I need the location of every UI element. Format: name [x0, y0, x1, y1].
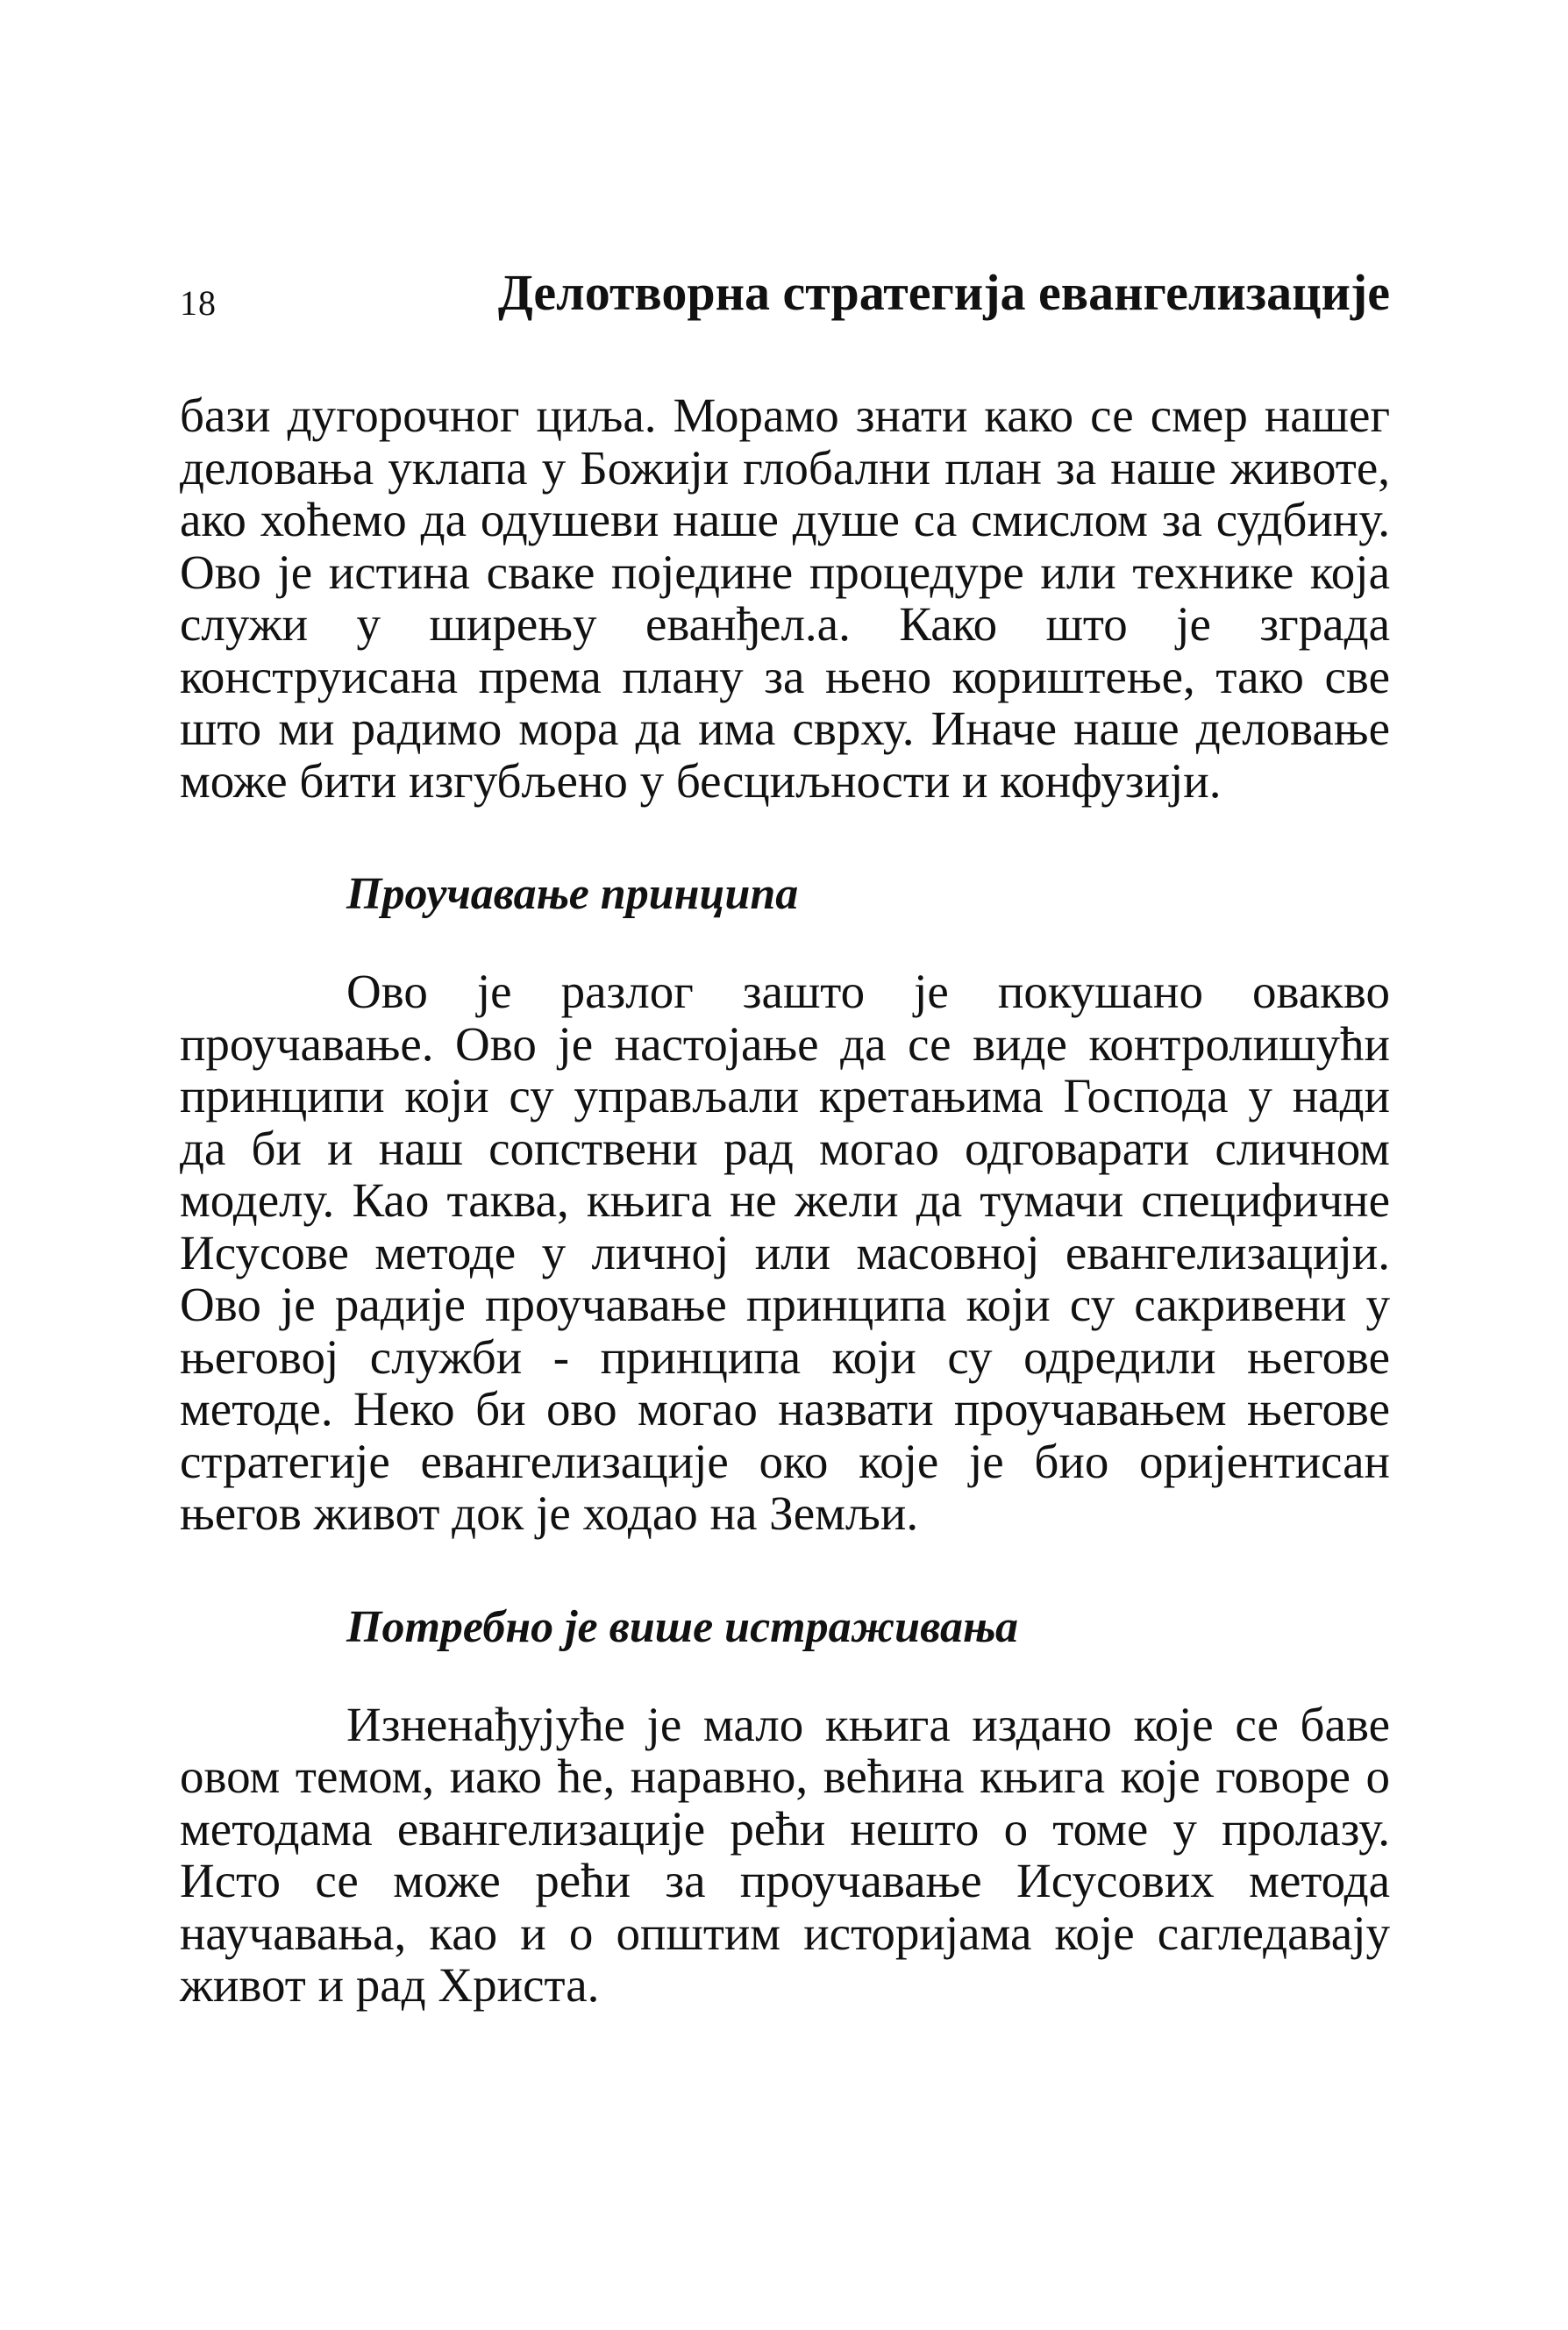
section-heading-principles: Проучавање принципа: [346, 869, 799, 919]
section-paragraph-research: Изненађујуће је мало књига издано које се баве овом темом, иако ће, наравно, већина књига које говоре о методама евангелизације рећи нешто о томе у пролазу. Исто се може рећи за проучавање Исусових метода научавања, као и о општим историјама које сагледавају живот и рад Христа.: [180, 1697, 1390, 2012]
running-title: Делотворна стратегија евангелизације: [497, 264, 1390, 321]
body-paragraph-continued: бази дугорочног циља. Морамо знати како се смер нашег деловања уклапа у Божији глобални план за наше животе, ако хоћемо да одушеви наше душе са смислом за судбину. Ово је истина сваке појединe процедуре или технике која служи у ширењу еванђел.а. Како што је зграда конструисана према плану за њено кориштење, тако све што ми радимо мора да има сврху. Иначе наше деловање може бити изгубљено у бесциљности и конфузији.: [180, 388, 1390, 808]
book-page: [180, 263, 1390, 2012]
page-number: 18: [180, 283, 217, 323]
section-paragraph-principles: Ово је разлог зашто је покушано овакво проучавање. Ово је настојање да се виде контролишући принципи који су управљали кретањима Господа у нади да би и наш сопствени рад могао одговарати сличном моделу. Као таква, књига не жели да тумачи специфичне Исусове методе у личној или масовној евангелизацији. Ово је радије проучавање принципа који су сакривени у његовој служби - принципа који су одредили његове методе. Неко би ово могао назвати проучавањем његове стратегије евангелизације око које је био оријентисан његов живот док је ходао на Земљи.: [180, 965, 1390, 1540]
section-heading-research: Потребно је више истраживања: [346, 1601, 1019, 1652]
running-head: [180, 263, 1390, 333]
